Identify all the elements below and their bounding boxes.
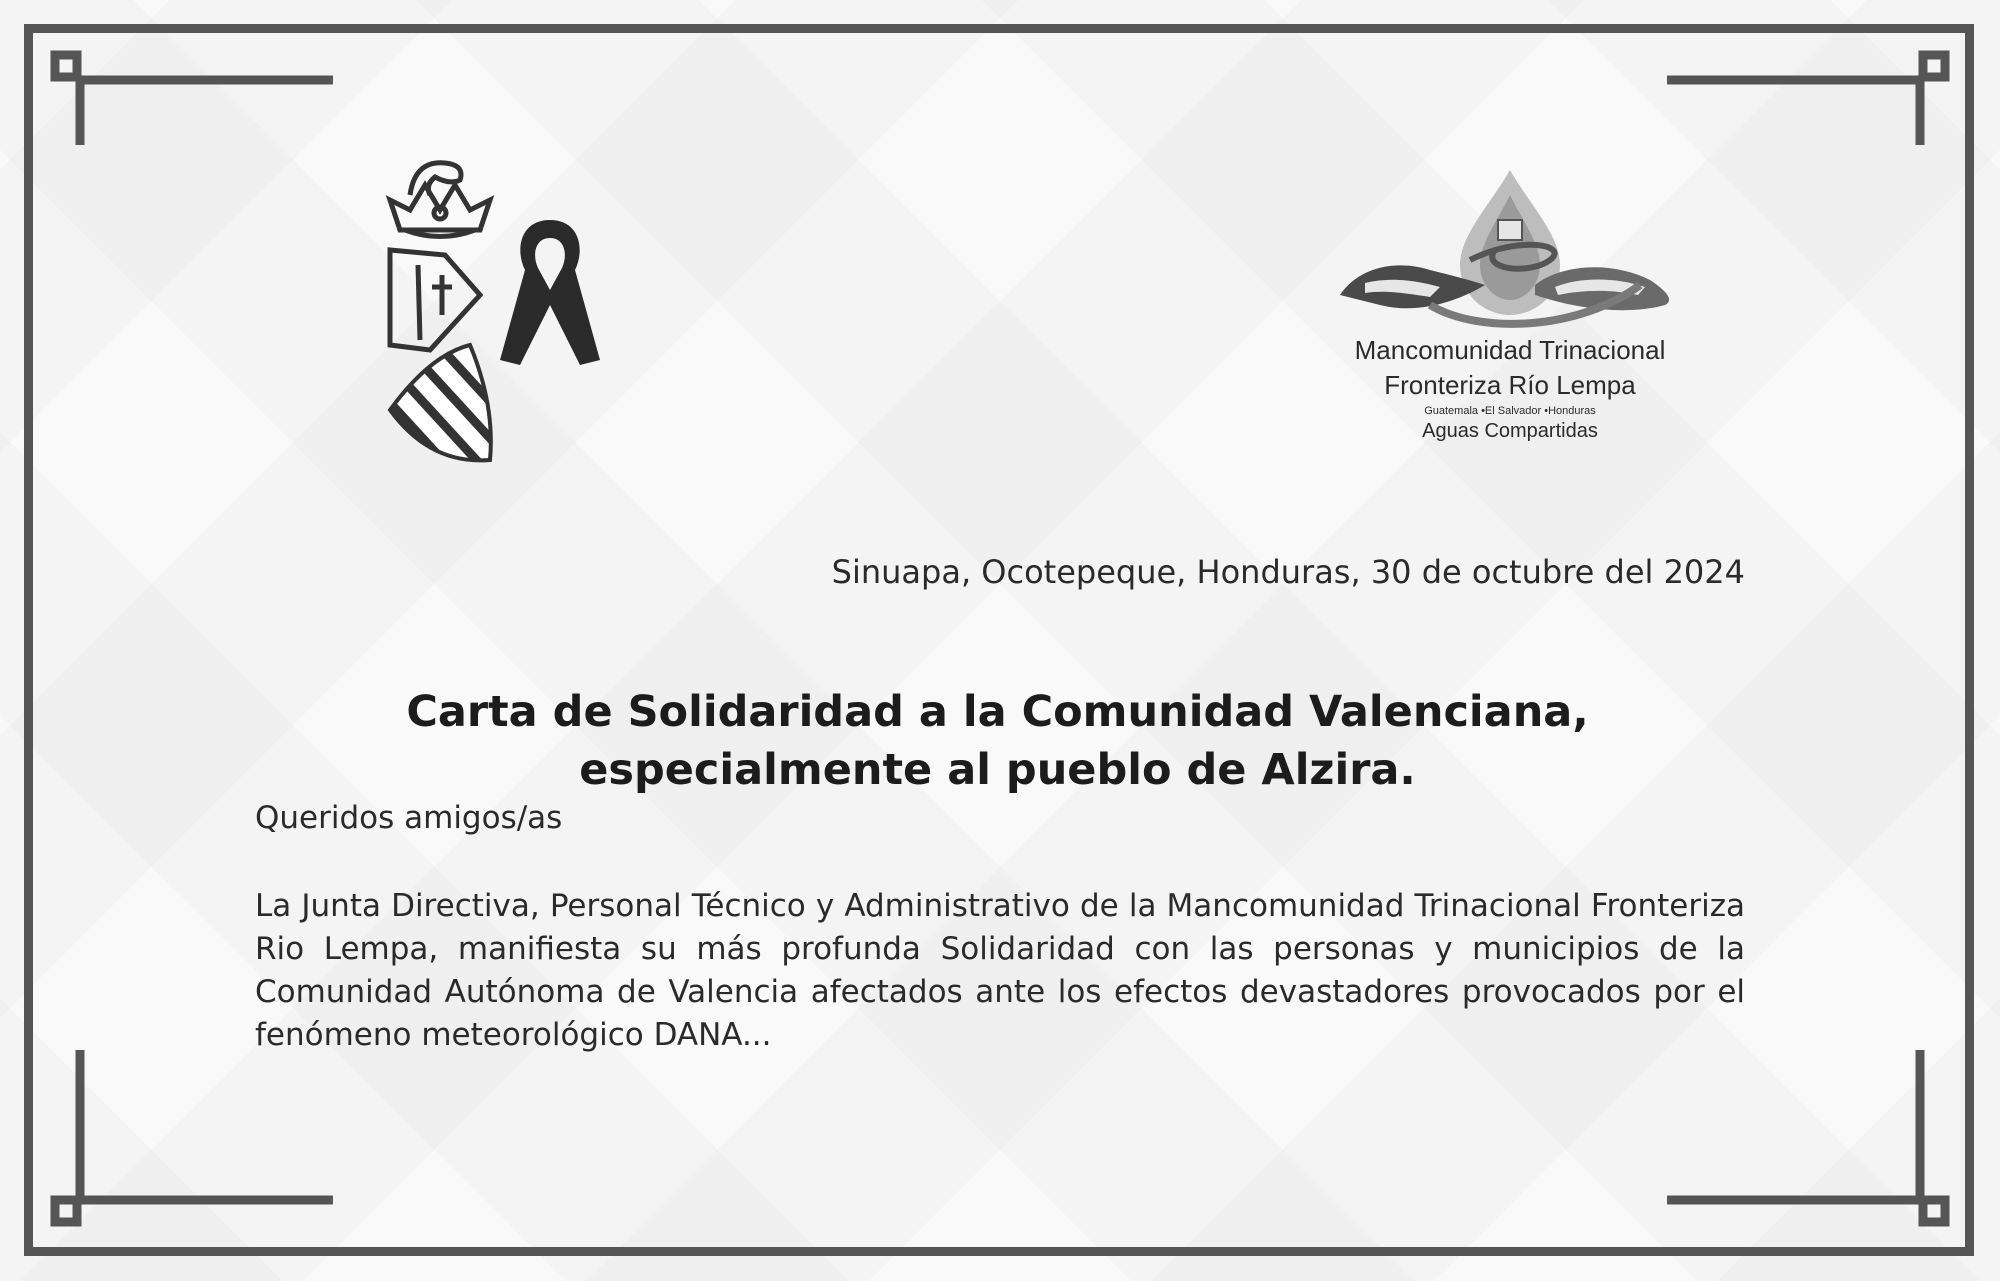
water-drop-flags-icon [1320,165,1700,330]
corner-ornament-top-right [1655,45,1955,155]
mancomunidad-slogan: Aguas Compartidas [1422,420,1598,442]
mancomunidad-logo [1320,165,1700,465]
mancomunidad-name-line2: Fronteriza Río Lempa [1384,370,1636,400]
letter-title: Carta de Solidaridad a la Comunidad Valenciana, especialmente al pueblo de Alzira. [406,687,1589,795]
mancomunidad-name-line1: Mancomunidad Trinacional [1354,335,1666,365]
mourning-ribbon-icon [490,210,610,380]
letter-body: La Junta Directiva, Personal Técnico y Administrativo de la Mancomunidad Trinacional Fronteriza Rio Lempa, manifiesta su más profunda Solidaridad con las personas y municipios de la Comunidad Autónoma de Valencia afectados ante los efectos devastadores provocados por el fenómeno meteorológico DANA... [255,888,1745,1053]
date-line: Sinuapa, Ocotepeque, Honduras, 30 de octubre del 2024 [831,553,1745,591]
left-logos [370,150,620,470]
corner-ornament-bottom-left [45,1050,345,1240]
letter-greeting: Queridos amigos/as [255,800,563,836]
corner-ornament-bottom-right [1655,1050,1955,1240]
corner-ornament-top-left [45,45,345,155]
mancomunidad-countries: Guatemala •El Salvador •Honduras [1424,405,1596,417]
